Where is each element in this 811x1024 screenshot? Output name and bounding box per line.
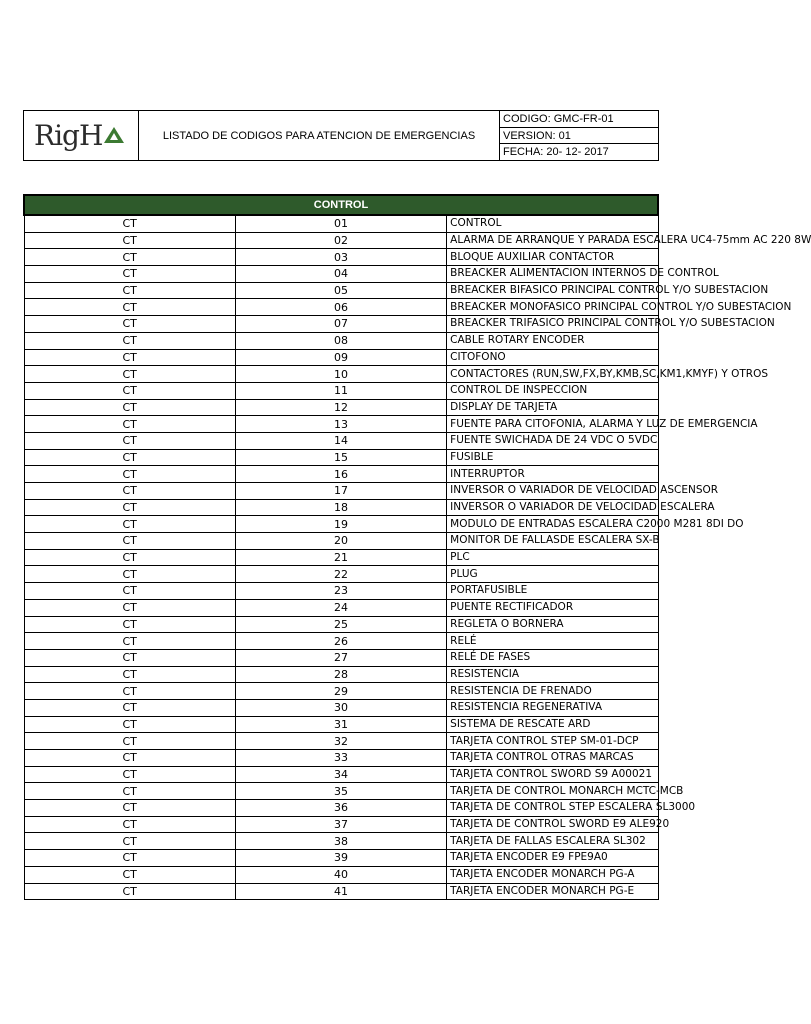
row-code: 01 xyxy=(235,215,446,232)
row-description: FUENTE SWICHADA DE 24 VDC O 5VDC xyxy=(447,432,658,449)
meta-version: VERSION: 01 xyxy=(500,128,658,145)
table-row xyxy=(24,800,658,817)
row-code: 41 xyxy=(235,883,446,900)
meta-codigo: CODIGO: GMC-FR-01 xyxy=(500,111,658,128)
row-code: 32 xyxy=(235,733,446,750)
row-description: CONTACTORES (RUN,SW,FX,BY,KMB,SC,KM1,KMYF) Y OTROS xyxy=(447,366,658,383)
row-description: PLUG xyxy=(447,566,658,583)
row-description: RESISTENCIA xyxy=(447,666,658,683)
row-prefix: CT xyxy=(24,266,235,283)
row-prefix: CT xyxy=(24,649,235,666)
table-row xyxy=(24,349,658,366)
row-prefix: CT xyxy=(24,416,235,433)
table-row xyxy=(24,683,658,700)
codes-table-body xyxy=(24,215,811,900)
row-prefix: CT xyxy=(24,666,235,683)
row-description: SISTEMA DE RESCATE ARD xyxy=(447,716,658,733)
row-description: ALARMA DE ARRANQUE Y PARADA ESCALERA UC4-75mm AC 220 8W xyxy=(447,232,658,249)
row-code: 14 xyxy=(235,432,446,449)
row-description: TARJETA CONTROL STEP SM-01-DCP xyxy=(447,733,658,750)
table-row xyxy=(24,633,658,650)
row-prefix: CT xyxy=(24,549,235,566)
row-description: FUSIBLE xyxy=(447,449,658,466)
table-row xyxy=(24,699,658,716)
row-code: 38 xyxy=(235,833,446,850)
row-prefix: CT xyxy=(24,616,235,633)
logo-triangle-icon xyxy=(104,127,124,143)
row-description: CITOFONO xyxy=(447,349,658,366)
row-code: 10 xyxy=(235,366,446,383)
row-description: RESISTENCIA DE FRENADO xyxy=(447,683,658,700)
row-code: 31 xyxy=(235,716,446,733)
table-row xyxy=(24,566,658,583)
row-prefix: CT xyxy=(24,499,235,516)
row-description: TARJETA ENCODER MONARCH PG-A xyxy=(447,866,658,883)
row-prefix: CT xyxy=(24,366,235,383)
row-code: 19 xyxy=(235,516,446,533)
row-description: REGLETA O BORNERA xyxy=(447,616,658,633)
row-prefix: CT xyxy=(24,816,235,833)
table-row xyxy=(24,266,658,283)
row-description: TARJETA DE FALLAS ESCALERA SL302 xyxy=(447,833,658,850)
row-prefix: CT xyxy=(24,249,235,266)
row-prefix: CT xyxy=(24,399,235,416)
table-row xyxy=(24,533,658,550)
row-prefix: CT xyxy=(24,716,235,733)
row-description: DISPLAY DE TARJETA xyxy=(447,399,658,416)
row-prefix: CT xyxy=(24,633,235,650)
row-code: 20 xyxy=(235,533,446,550)
row-code: 15 xyxy=(235,449,446,466)
row-code: 33 xyxy=(235,750,446,767)
row-description: MONITOR DE FALLASDE ESCALERA SX-B xyxy=(447,533,658,550)
table-row xyxy=(24,733,658,750)
codes-table-wrap xyxy=(23,194,811,900)
row-description: CABLE ROTARY ENCODER xyxy=(447,332,658,349)
row-description: INVERSOR O VARIADOR DE VELOCIDAD ESCALERA xyxy=(447,499,658,516)
row-code: 30 xyxy=(235,699,446,716)
row-prefix: CT xyxy=(24,733,235,750)
table-row xyxy=(24,599,658,616)
table-row xyxy=(24,516,658,533)
table-row xyxy=(24,883,658,900)
row-prefix: CT xyxy=(24,699,235,716)
table-row xyxy=(24,399,658,416)
table-row xyxy=(24,549,658,566)
row-code: 37 xyxy=(235,816,446,833)
row-code: 13 xyxy=(235,416,446,433)
row-prefix: CT xyxy=(24,583,235,600)
table-row xyxy=(24,666,658,683)
row-description: BREACKER ALIMENTACION INTERNOS DE CONTROL xyxy=(447,266,658,283)
row-prefix: CT xyxy=(24,566,235,583)
company-logo: RigH xyxy=(34,119,103,152)
row-description: TARJETA ENCODER MONARCH PG-E xyxy=(447,883,658,900)
row-description: BLOQUE AUXILIAR CONTACTOR xyxy=(447,249,658,266)
row-code: 18 xyxy=(235,499,446,516)
row-description: TARJETA DE CONTROL STEP ESCALERA SL3000 xyxy=(447,800,658,817)
table-row xyxy=(24,649,658,666)
row-code: 08 xyxy=(235,332,446,349)
row-description: CONTROL DE INSPECCION xyxy=(447,382,658,399)
logo-cell xyxy=(24,111,139,160)
row-description: FUENTE PARA CITOFONIA, ALARMA Y LUZ DE EMERGENCIA xyxy=(447,416,658,433)
row-prefix: CT xyxy=(24,449,235,466)
row-prefix: CT xyxy=(24,282,235,299)
table-row xyxy=(24,299,658,316)
row-description: PLC xyxy=(447,549,658,566)
row-description: BREACKER BIFASICO PRINCIPAL CONTROL Y/O SUBESTACION xyxy=(447,282,658,299)
table-row xyxy=(24,583,658,600)
row-prefix: CT xyxy=(24,332,235,349)
row-code: 04 xyxy=(235,266,446,283)
row-prefix: CT xyxy=(24,883,235,900)
row-code: 24 xyxy=(235,599,446,616)
row-code: 11 xyxy=(235,382,446,399)
row-code: 40 xyxy=(235,866,446,883)
table-row xyxy=(24,332,658,349)
row-code: 16 xyxy=(235,466,446,483)
table-row xyxy=(24,432,658,449)
row-description: TARJETA CONTROL OTRAS MARCAS xyxy=(447,750,658,767)
row-description: RELÉ xyxy=(447,633,658,650)
table-row xyxy=(24,850,658,867)
row-code: 35 xyxy=(235,783,446,800)
row-prefix: CT xyxy=(24,599,235,616)
document-title: LISTADO DE CODIGOS PARA ATENCION DE EMERGENCIAS xyxy=(139,111,500,160)
row-prefix: CT xyxy=(24,215,235,232)
table-row xyxy=(24,783,658,800)
row-description: PUENTE RECTIFICADOR xyxy=(447,599,658,616)
table-row xyxy=(24,616,658,633)
row-code: 12 xyxy=(235,399,446,416)
row-description: RELÉ DE FASES xyxy=(447,649,658,666)
row-prefix: CT xyxy=(24,232,235,249)
table-row xyxy=(24,466,658,483)
row-code: 17 xyxy=(235,483,446,500)
table-row xyxy=(24,282,658,299)
row-description: INVERSOR O VARIADOR DE VELOCIDAD ASCENSOR xyxy=(447,483,658,500)
row-prefix: CT xyxy=(24,349,235,366)
row-code: 27 xyxy=(235,649,446,666)
row-prefix: CT xyxy=(24,866,235,883)
row-code: 05 xyxy=(235,282,446,299)
row-code: 29 xyxy=(235,683,446,700)
table-row xyxy=(24,750,658,767)
row-code: 22 xyxy=(235,566,446,583)
row-prefix: CT xyxy=(24,766,235,783)
table-row xyxy=(24,483,658,500)
document-meta xyxy=(500,111,658,160)
table-row xyxy=(24,316,658,333)
row-description: BREACKER MONOFASICO PRINCIPAL CONTROL Y/O SUBESTACION xyxy=(447,299,658,316)
row-code: 39 xyxy=(235,850,446,867)
row-description: TARJETA DE CONTROL MONARCH MCTC-MCB xyxy=(447,783,658,800)
table-row xyxy=(24,416,658,433)
row-prefix: CT xyxy=(24,382,235,399)
table-row xyxy=(24,866,658,883)
row-prefix: CT xyxy=(24,783,235,800)
row-code: 36 xyxy=(235,800,446,817)
row-prefix: CT xyxy=(24,833,235,850)
codes-table xyxy=(23,194,811,900)
row-code: 26 xyxy=(235,633,446,650)
row-description: RESISTENCIA REGENERATIVA xyxy=(447,699,658,716)
document-header xyxy=(23,110,659,161)
table-row xyxy=(24,766,658,783)
table-row xyxy=(24,366,658,383)
row-prefix: CT xyxy=(24,800,235,817)
row-description: INTERRUPTOR xyxy=(447,466,658,483)
table-row xyxy=(24,499,658,516)
row-prefix: CT xyxy=(24,466,235,483)
row-code: 23 xyxy=(235,583,446,600)
row-prefix: CT xyxy=(24,683,235,700)
row-prefix: CT xyxy=(24,533,235,550)
row-code: 28 xyxy=(235,666,446,683)
row-code: 21 xyxy=(235,549,446,566)
row-description: MODULO DE ENTRADAS ESCALERA C2000 M281 8DI DO xyxy=(447,516,658,533)
row-code: 07 xyxy=(235,316,446,333)
table-row xyxy=(24,382,658,399)
table-row xyxy=(24,449,658,466)
row-description: TARJETA DE CONTROL SWORD E9 ALE920 xyxy=(447,816,658,833)
row-description: TARJETA CONTROL SWORD S9 A00021 xyxy=(447,766,658,783)
row-code: 34 xyxy=(235,766,446,783)
section-header: CONTROL xyxy=(24,195,658,215)
row-code: 03 xyxy=(235,249,446,266)
row-prefix: CT xyxy=(24,432,235,449)
row-code: 25 xyxy=(235,616,446,633)
row-prefix: CT xyxy=(24,850,235,867)
table-row xyxy=(24,215,658,232)
row-prefix: CT xyxy=(24,299,235,316)
row-description: CONTROL xyxy=(447,215,658,232)
row-description: TARJETA ENCODER E9 FPE9A0 xyxy=(447,850,658,867)
row-code: 06 xyxy=(235,299,446,316)
table-row xyxy=(24,716,658,733)
row-prefix: CT xyxy=(24,750,235,767)
table-row xyxy=(24,833,658,850)
row-prefix: CT xyxy=(24,516,235,533)
meta-fecha: FECHA: 20- 12- 2017 xyxy=(503,146,609,159)
row-code: 02 xyxy=(235,232,446,249)
row-prefix: CT xyxy=(24,483,235,500)
table-row xyxy=(24,232,658,249)
row-code: 09 xyxy=(235,349,446,366)
table-row xyxy=(24,816,658,833)
row-description: PORTAFUSIBLE xyxy=(447,583,658,600)
table-row xyxy=(24,249,658,266)
row-prefix: CT xyxy=(24,316,235,333)
row-description: BREACKER TRIFASICO PRINCIPAL CONTROL Y/O SUBESTACION xyxy=(447,316,658,333)
